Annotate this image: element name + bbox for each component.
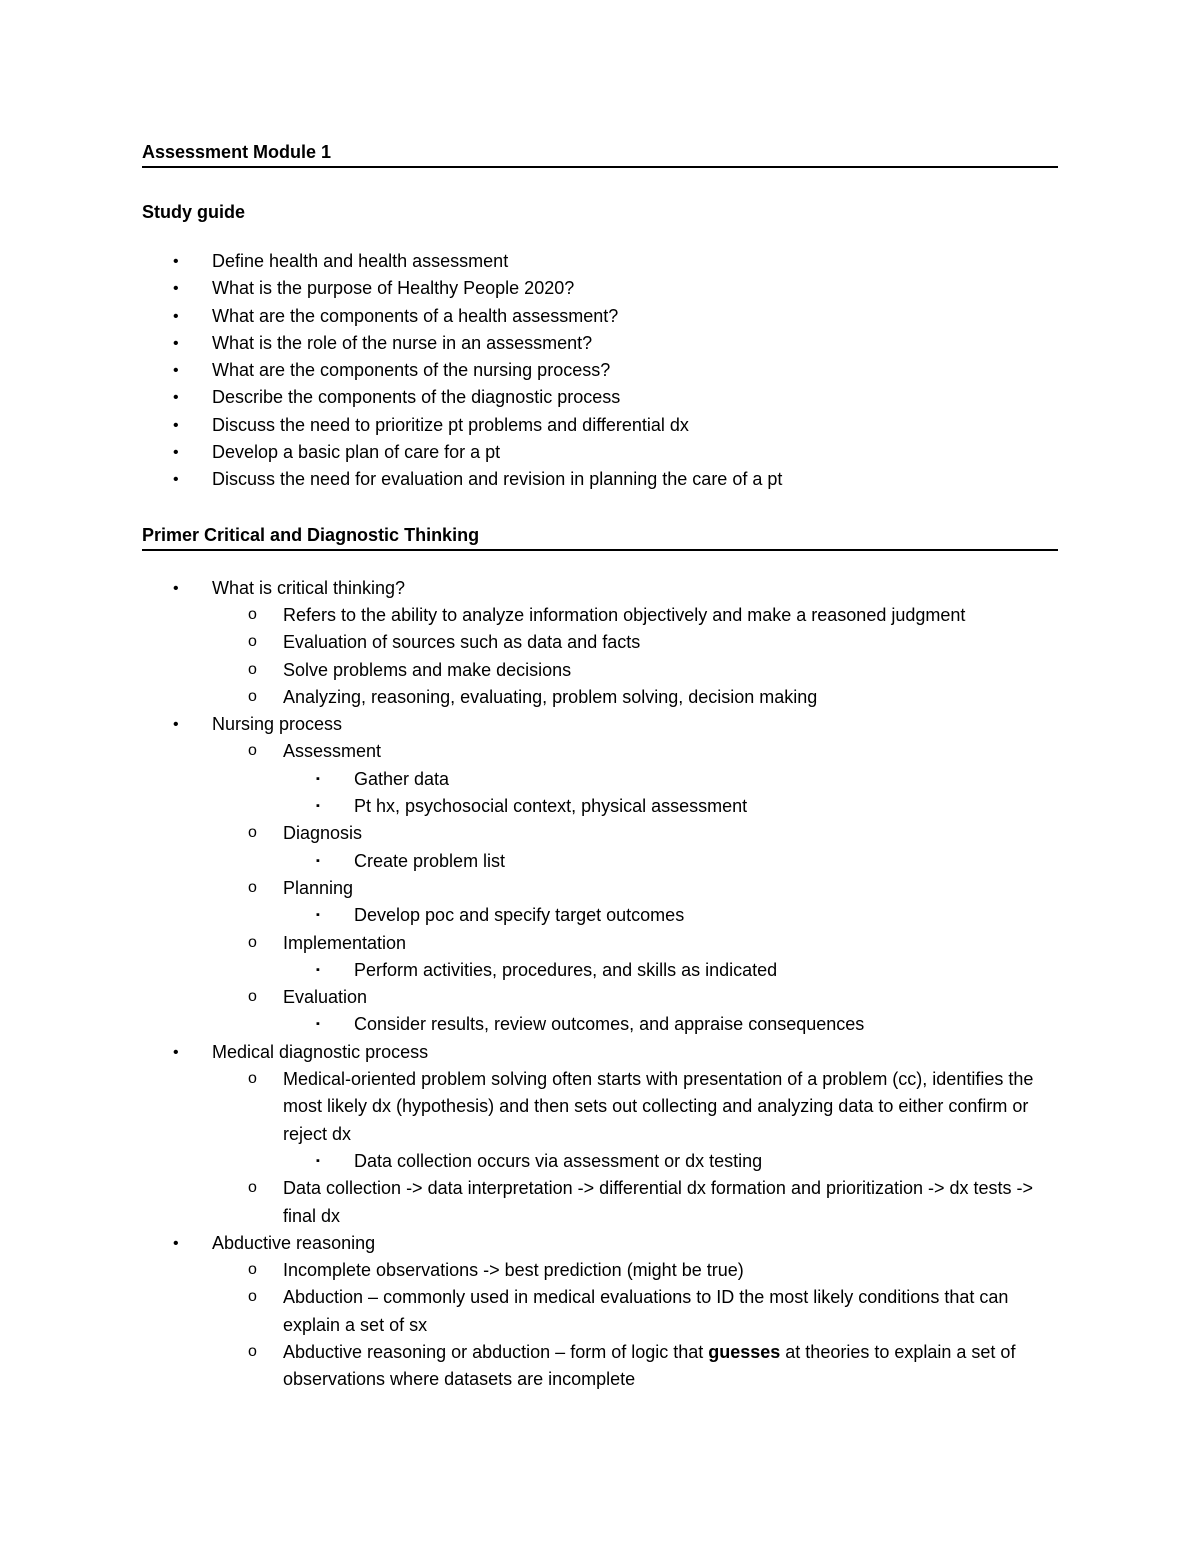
bullet-icon: • (173, 280, 179, 298)
sub-sub-list (283, 1011, 1058, 1038)
list-item: o Abductive reasoning or abduction – form of logic that guesses at theories to explain a set of observations where datasets are incomplete (212, 1339, 1058, 1394)
bullet-icon: • (173, 716, 179, 734)
emphasis-text: guesses (708, 1341, 781, 1362)
sub-list (212, 1257, 1058, 1393)
list-item-critical-thinking: • What is critical thinking? o Refers to the ability to analyze information objectively and make a reasoned judgment o Evaluation of sources such as data and facts o Solve problems and make decisions o Analyzing, reasoning, evaluating, problem solving, decision making (142, 575, 1058, 711)
list-item: ▪ Perform activities, procedures, and skills as indicated (283, 957, 1058, 984)
list-item-medical-diagnostic-process: • Medical diagnostic process o Medical-oriented problem solving often starts with presentation of a problem (cc), identifies the most likely dx (hypothesis) and then sets out collecting and analyzing data to either confirm or reject dx ▪ Data collection occurs via assessment or dx testing o Data collection -> data interpretation -> differential dx formation and prioritization -> dx tests -> final dx (142, 1039, 1058, 1230)
bullet-icon: • (173, 334, 179, 352)
list-item: o Data collection -> data interpretation -> differential dx formation and prioritization -> dx tests -> final dx (212, 1175, 1058, 1230)
sub-list (212, 602, 1058, 711)
list-item: o Planning ▪ Develop poc and specify target outcomes (212, 875, 1058, 930)
list-item: o Diagnosis ▪ Create problem list (212, 820, 1058, 875)
list-item: o Assessment ▪ Gather data ▪ Pt hx, psychosocial context, physical assessment (212, 738, 1058, 820)
list-item: o Refers to the ability to analyze information objectively and make a reasoned judgment (212, 602, 1058, 629)
list-item: o Analyzing, reasoning, evaluating, problem solving, decision making (212, 684, 1058, 711)
bullet-icon: • (173, 1043, 179, 1061)
sub-list (212, 738, 1058, 1038)
bullet-icon: ▪ (316, 800, 320, 813)
sub-sub-list (283, 1148, 1058, 1175)
sub-list (212, 1066, 1058, 1230)
list-item: • What is the role of the nurse in an assessment? (142, 330, 1058, 357)
bullet-icon: ▪ (316, 1154, 320, 1167)
bullet-icon: • (173, 389, 179, 407)
list-item: o Medical-oriented problem solving often starts with presentation of a problem (cc), identifies the most likely dx (hypothesis) and then sets out collecting and analyzing data to either confirm or reject dx ▪ Data collection occurs via assessment or dx testing (212, 1066, 1058, 1175)
bullet-icon: o (248, 1179, 257, 1197)
bullet-icon: ▪ (316, 909, 320, 922)
study-guide-heading: Study guide (142, 202, 245, 222)
bullet-icon: o (248, 660, 257, 678)
bullet-icon: • (173, 471, 179, 489)
list-item: • Develop a basic plan of care for a pt (142, 439, 1058, 466)
list-item: o Abduction – commonly used in medical evaluations to ID the most likely conditions that can explain a set of sx (212, 1284, 1058, 1339)
list-item: o Incomplete observations -> best prediction (might be true) (212, 1257, 1058, 1284)
bullet-icon: o (248, 878, 257, 896)
list-item: o Solve problems and make decisions (212, 657, 1058, 684)
bullet-icon: o (248, 1261, 257, 1279)
list-item: • What are the components of the nursing process? (142, 357, 1058, 384)
primer-list (142, 575, 1058, 1394)
bullet-icon: • (173, 579, 179, 597)
list-item: • Discuss the need for evaluation and revision in planning the care of a pt (142, 466, 1058, 493)
study-guide-list (142, 248, 1058, 494)
sub-sub-list (283, 766, 1058, 821)
list-item: ▪ Pt hx, psychosocial context, physical assessment (283, 793, 1058, 820)
bullet-icon: o (248, 1070, 257, 1088)
list-item: ▪ Develop poc and specify target outcomes (283, 902, 1058, 929)
bullet-icon: ▪ (316, 772, 320, 785)
list-item: • Describe the components of the diagnostic process (142, 384, 1058, 411)
bullet-icon: o (248, 824, 257, 842)
sub-sub-list (283, 848, 1058, 875)
sub-sub-list (283, 957, 1058, 984)
document-page (142, 140, 1058, 1394)
list-item: • What is the purpose of Healthy People 2020? (142, 275, 1058, 302)
list-item-nursing-process: • Nursing process o Assessment ▪ Gather data ▪ Pt hx, psychosocial context, physical assessment o Diagnosis ▪ Create problem list o Planning ▪ Develop poc and specify target outcomes o Implementation ▪ Perform activities, procedures, and skills as indicated o Evaluation ▪ Consider results, review outcomes, and appraise consequences (142, 711, 1058, 1039)
list-item-abductive-reasoning: • Abductive reasoning o Incomplete observations -> best prediction (might be true) o Abduction – commonly used in medical evaluations to ID the most likely conditions that can explain a set of sx o Abductive reasoning or abduction – form of logic that guesses at theories to explain a set of observations where datasets are incomplete (142, 1230, 1058, 1394)
list-item: ▪ Data collection occurs via assessment or dx testing (283, 1148, 1058, 1175)
bullet-icon: • (173, 416, 179, 434)
primer-title: Primer Critical and Diagnostic Thinking (142, 523, 1058, 551)
list-item: o Implementation ▪ Perform activities, procedures, and skills as indicated (212, 930, 1058, 985)
list-item: ▪ Create problem list (283, 848, 1058, 875)
list-item: o Evaluation of sources such as data and facts (212, 629, 1058, 656)
bullet-icon: o (248, 742, 257, 760)
list-item: ▪ Consider results, review outcomes, and appraise consequences (283, 1011, 1058, 1038)
bullet-icon: ▪ (316, 1018, 320, 1031)
bullet-icon: o (248, 633, 257, 651)
list-item: • What are the components of a health assessment? (142, 303, 1058, 330)
list-item: ▪ Gather data (283, 766, 1058, 793)
bullet-icon: • (173, 253, 179, 270)
list-item: o Evaluation ▪ Consider results, review outcomes, and appraise consequences (212, 984, 1058, 1039)
bullet-icon: • (173, 307, 179, 325)
bullet-icon: • (173, 362, 179, 380)
bullet-icon: o (248, 933, 257, 951)
bullet-icon: • (173, 444, 179, 462)
module-title: Assessment Module 1 (142, 140, 1058, 168)
list-item: • Discuss the need to prioritize pt problems and differential dx (142, 412, 1058, 439)
bullet-icon: ▪ (316, 854, 320, 867)
list-item: • Define health and health assessment (142, 248, 1058, 275)
bullet-icon: o (248, 1342, 257, 1360)
bullet-icon: o (248, 687, 257, 705)
sub-sub-list (283, 902, 1058, 929)
bullet-icon: o (248, 605, 257, 623)
bullet-icon: o (248, 1288, 257, 1306)
bullet-icon: ▪ (316, 963, 320, 976)
bullet-icon: o (248, 988, 257, 1006)
bullet-icon: • (173, 1234, 179, 1252)
